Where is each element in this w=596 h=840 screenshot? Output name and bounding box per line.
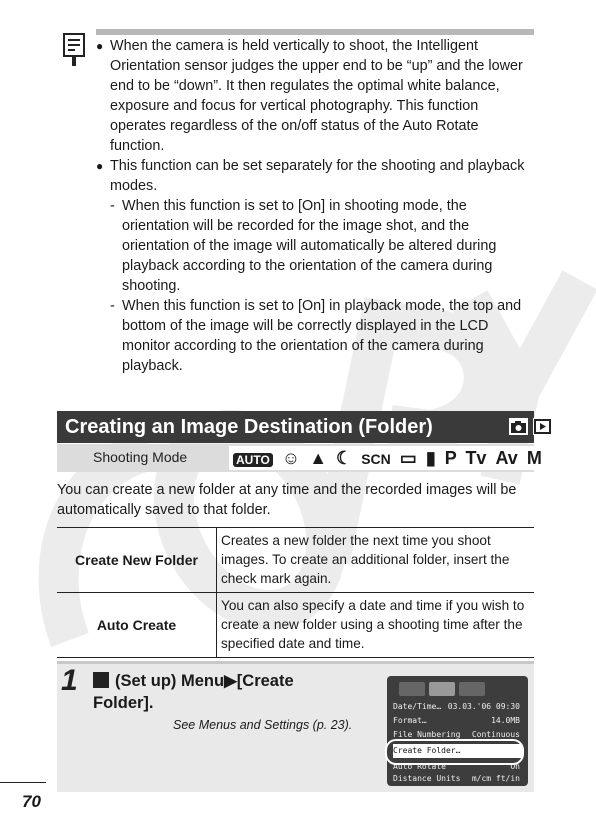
- top-rule: [96, 29, 534, 35]
- arrow-right-icon: ▶: [224, 672, 237, 690]
- step-title-b: [Create Folder].: [93, 672, 294, 712]
- step-number: 1: [61, 664, 78, 697]
- lcd-row: Distance Units m/cm ft/in: [393, 774, 520, 783]
- step-panel: [57, 661, 534, 792]
- shooting-mode-row: [57, 444, 542, 472]
- p-mode-icon: P: [444, 448, 457, 468]
- section-heading: [57, 411, 534, 443]
- av-mode-icon: Av: [495, 448, 518, 468]
- scn-icon: SCN: [361, 451, 391, 467]
- section-title: Creating an Image Destination (Folder): [65, 416, 433, 438]
- note-bullet: ● This function can be set separately for the shooting and playback modes.: [96, 156, 536, 196]
- step-title-a: (Set up) Menu: [115, 672, 225, 690]
- setup-icon: [93, 672, 109, 688]
- step-reference: See Menus and Settings (p. 23).: [173, 718, 353, 732]
- note-bullet: ● When the camera is held vertically to shoot, the Intelligent Orientation sensor judges the upper end to be “up” and the lower end to be “down”. It then regulates the optimal white balance, exposure and focus for vertical photography. This function operates regardless of the on/off status of the Auto Rotate function.: [96, 36, 536, 156]
- mode-icons: [229, 446, 542, 470]
- night-icon: ☾: [336, 448, 353, 468]
- lcd-tab-mycamera: [459, 682, 485, 696]
- lcd-row: File Numbering Continuous: [393, 730, 520, 739]
- dash-marker: -: [110, 198, 115, 214]
- lcd-tab-camera: [399, 682, 425, 696]
- page-rule: [0, 782, 46, 783]
- options-table: [57, 527, 534, 658]
- movie-icon: ▮: [425, 448, 436, 468]
- tv-mode-icon: Tv: [465, 448, 487, 468]
- table-row: [57, 592, 534, 658]
- table-value: You can also specify a date and time if you wish to create a new folder using a shooting time after the specified date and time.: [221, 598, 525, 651]
- auto-mode-icon: AUTO: [233, 453, 273, 467]
- lcd-screen: [387, 676, 528, 786]
- selection-ring: [385, 739, 524, 765]
- lcd-row: Format… 14.0MB: [393, 716, 520, 725]
- lcd-tabs: [393, 682, 522, 696]
- shooting-mode-label: Shooting Mode: [93, 449, 188, 465]
- dash-marker: -: [110, 298, 115, 314]
- notes-block: [96, 36, 536, 376]
- camera-icon: [509, 418, 528, 435]
- table-key: Auto Create: [57, 593, 217, 657]
- table-value: Creates a new folder the next time you shoot images. To create an additional folder, insert the check mark again.: [221, 533, 510, 586]
- lcd-row: Date/Time… 03.03.'06 09:30: [393, 702, 520, 711]
- page-number: 70: [22, 792, 41, 811]
- note-subitem: [96, 196, 536, 296]
- portrait-icon: ☺: [281, 448, 301, 468]
- lcd-tab-setup: [429, 682, 455, 696]
- lcd-row-selected: Create Folder…: [393, 744, 522, 758]
- table-key: Create New Folder: [57, 528, 217, 592]
- lcd-row: Auto Rotate On: [393, 762, 520, 771]
- playback-icon: [533, 418, 552, 435]
- intro-text: You can create a new folder at any time and the recorded images will be automatically saved to that folder.: [57, 482, 517, 518]
- note-subitem-text: When this function is set to [On] in shooting mode, the orientation will be recorded for the image shot, and the orientation of the image will automatically be altered during playback according to the orientation of the camera during shooting.: [122, 198, 497, 294]
- m-mode-icon: M: [526, 448, 542, 468]
- note-subitem-text: When this function is set to [On] in playback mode, the top and bottom of the image will be correctly displayed in the LCD monitor according to the orientation of the camera during playback.: [122, 298, 522, 374]
- stitch-icon: ▭: [399, 448, 417, 468]
- landscape-icon: ▲: [309, 448, 328, 468]
- table-row: [57, 527, 534, 592]
- memo-icon: [63, 33, 85, 67]
- step-title: [93, 670, 353, 714]
- note-subitem: [96, 296, 536, 376]
